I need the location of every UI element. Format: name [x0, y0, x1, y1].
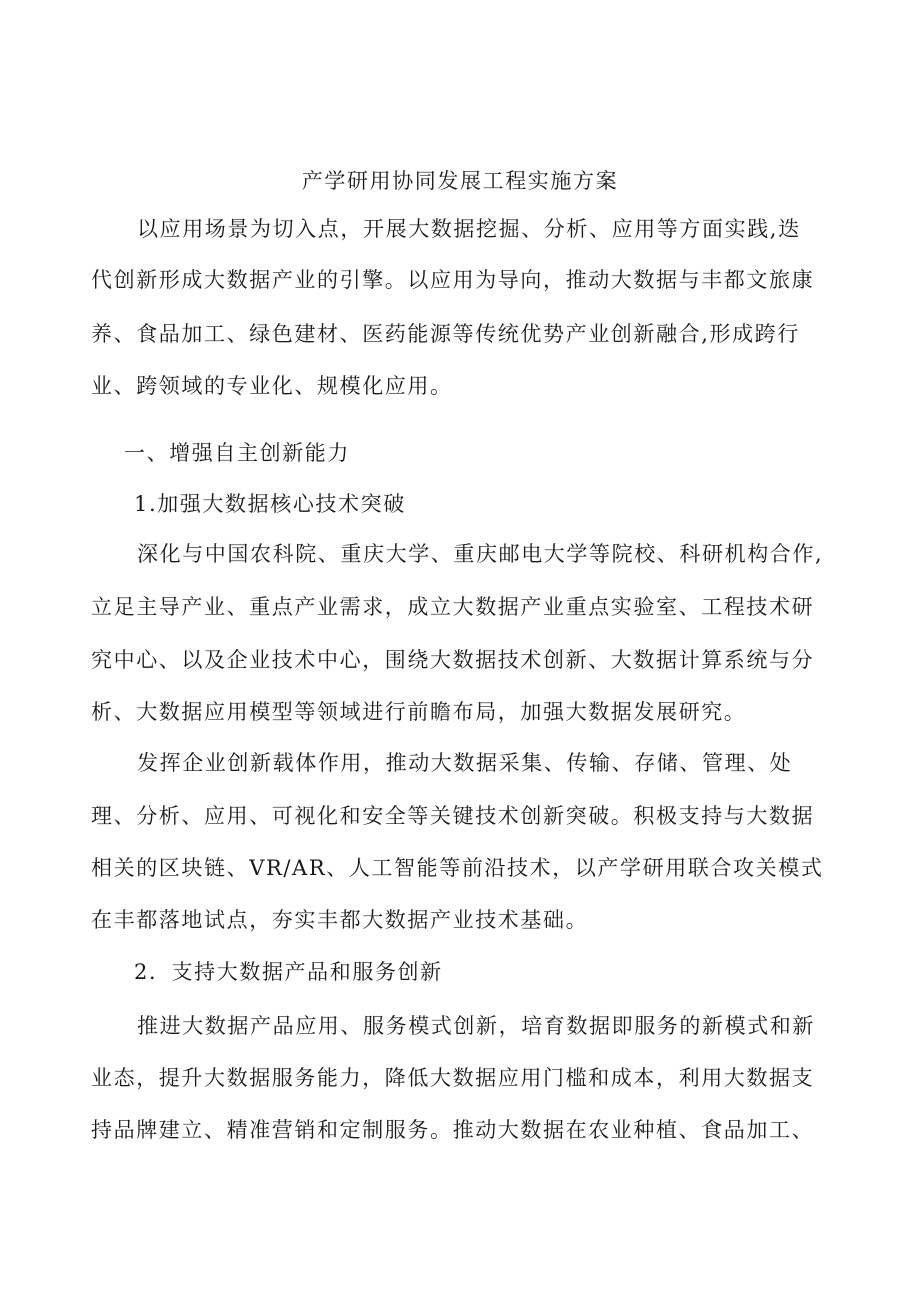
sub1-para2-line-1: 发挥企业创新载体作用，推动大数据采集、传输、存储、管理、处	[137, 751, 793, 775]
sub1-para1-line-3: 究中心、以及企业技术中心，围绕大数据技术创新、大数据计算系统与分	[91, 648, 815, 672]
sub1-para1-line-4: 析、大数据应用模型等领域进行前瞻布局，加强大数据发展研究。	[91, 700, 747, 724]
subsection-heading-2: 2．支持大数据产品和服务创新	[134, 960, 443, 984]
sub2-para1-line-1: 推进大数据产品应用、服务模式创新，培育数据即服务的新模式和新	[137, 1014, 815, 1038]
intro-line-4: 业、跨领域的专业化、规模化应用。	[91, 374, 453, 398]
intro-line-3: 养、食品加工、绿色建材、医药能源等传统优势产业创新融合,形成跨行	[91, 322, 800, 346]
document-title: 产学研用协同发展工程实施方案	[301, 169, 619, 193]
sub1-para1-line-2: 立足主导产业、重点产业需求，成立大数据产业重点实验室、工程技术研	[91, 595, 815, 619]
sub2-para1-line-2: 业态，提升大数据服务能力，降低大数据应用门槛和成本，利用大数据支	[91, 1066, 815, 1090]
sub1-para1-line-1: 深化与中国农科院、重庆大学、重庆邮电大学等院校、科研机构合作,	[137, 542, 824, 566]
section-heading-1: 一、增强自主创新能力	[124, 441, 350, 465]
intro-line-2: 代创新形成大数据产业的引擎。以应用为导向，推动大数据与丰都文旅康	[91, 268, 815, 292]
subsection-heading-1: 1.加强大数据核心技术突破	[134, 492, 406, 516]
sub1-para2-line-2: 理、分析、应用、可视化和安全等关键技术创新突破。积极支持与大数据	[91, 804, 815, 828]
sub2-para1-line-3: 持品牌建立、精准营销和定制服务。推动大数据在农业种植、食品加工、	[91, 1118, 815, 1142]
intro-line-1: 以应用场景为切入点，开展大数据挖掘、分析、应用等方面实践,迭	[137, 217, 801, 241]
sub1-para2-line-3: 相关的区块链、VR/AR、人工智能等前沿技术，以产学研用联合攻关模式	[91, 856, 824, 880]
sub1-para2-line-4: 在丰都落地试点，夯实丰都大数据产业技术基础。	[91, 908, 589, 932]
